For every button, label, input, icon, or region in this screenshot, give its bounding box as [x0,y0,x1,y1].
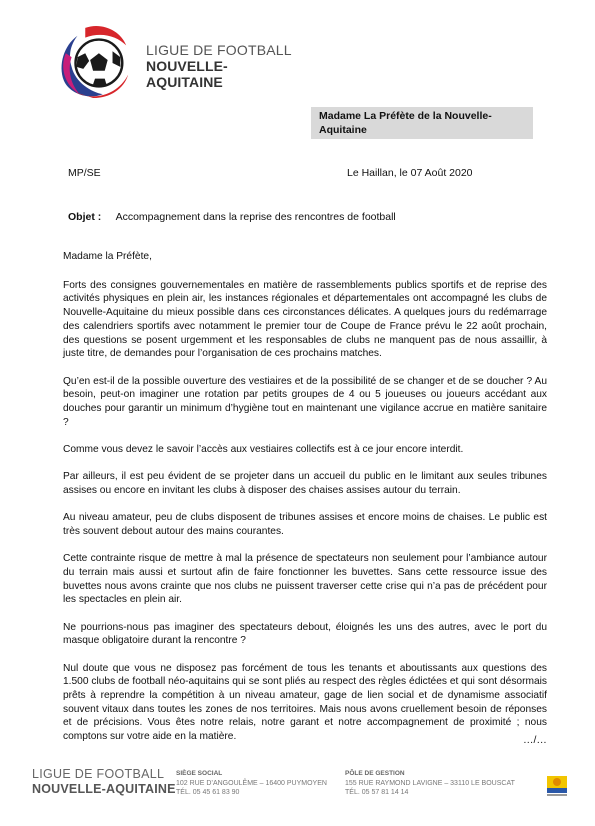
body-paragraph: Cette contrainte risque de mettre à mal la présence de spectateurs non seulement pour l’ambiance autour du terrain mais aussi et surtout afin de faire fonctionner les buvettes. Sans cette ressource issue des buvettes nous avons crainte que nos clubs ne puissent traverser cette crise qui n’a pas de précédent pour les spectacles en plein air. [63,553,547,606]
body-paragraph: Forts des consignes gouvernementales en matière de rassemblements publics sportifs et de reprise des activités physiques en plein air, les instances régionales et départementales ont accompagné les clubs de Nouvelle-Aquitaine du mieux possible dans ces circonstances délicates. A quelques jours du redémarrage des calendriers sportifs avec notamment le premier tour de Coupe de France prévu le 22 août prochain, des questions se posent urgemment et les responsables de clubs ne manquent pas de nous assaillir, à juste titre, de demandes pour l’organisation de ces prochains matches. [63,279,547,360]
head-office-address: 102 RUE D’ANGOULÊME – 16400 PUYMOYEN [176,779,327,787]
league-logo [44,14,294,104]
recipient-line1: Madame La Préfète de la Nouvelle- [319,110,492,122]
league-name-line2: NOUVELLE-AQUITAINE [146,58,228,91]
letter-body [63,250,547,757]
subject-label: Objet : [68,211,102,223]
league-name [146,42,294,90]
management-office-address: 155 RUE RAYMOND LAVIGNE – 33110 LE BOUSCAT [345,779,515,787]
subject-text: Accompagnement dans la reprise des rencontres de football [115,211,396,223]
place-date: Le Haillan, le 07 Août 2020 [347,167,473,179]
body-paragraph: Qu’en est-il de la possible ouverture des vestiaires et de la possibilité de se changer et de se doucher ? Au besoin, peut-on imaginer une rotation par petits groupes de 4 ou 5 joueuses ou joueurs accédant aux douches pour garantir un minimum d’hygiène tout en maintenant une vigilance accrue en matière sanitaire ? [63,375,547,428]
body-paragraph: Par ailleurs, il est peu évident de se projeter dans un accueil du public en le limitant aux seules tribunes assises ou encore en invitant les clubs à disposer des chaises assises autour du terrain. [63,471,547,496]
head-office-phone: TÉL. 05 45 61 83 90 [176,789,240,797]
footer-head-office [176,769,327,798]
continuation-mark: …/… [523,734,547,746]
footer-league-name [32,767,176,797]
football-logo-icon [56,24,134,100]
reference: MP/SE [68,167,101,179]
body-paragraph: Comme vous devez le savoir l’accès aux vestiaires collectifs est à ce jour encore interdit. [63,443,464,455]
body-paragraph: Ne pourrions-nous pas imaginer des spectateurs debout, éloignés les uns des autres, avec le port du masque obligatoire durant la rencontre ? [63,621,547,647]
head-office-title: SIÈGE SOCIAL [176,770,223,777]
subject-line [68,211,396,223]
body-paragraph: Au niveau amateur, peu de clubs disposent de tribunes assises et encore moins de chaises. Le public est très souvent debout autour des mains courantes. [63,512,547,537]
recipient-address [311,107,533,139]
region-emblem-icon [544,772,570,798]
body-paragraph: Nul doute que vous ne disposez pas forcément de tous les tenants et aboutissants aux questions des 1.500 clubs de football néo-aquitains qui se sont pliés au respect des règles édictées et qui sont désormais prêts à reprendre la compétition à un niveau amateur, gage de lien social et de dynamisme associatif souvent vitaux dans toutes les zones de nos territoires. Mais nous avons cruellement besoin de réponses et de précisions. Vous êtes notre relais, notre garant et notre accompagnement de proximité ; nous comptons sur votre aide en la matière. [63,662,547,743]
footer-league-line2: NOUVELLE-AQUITAINE [32,782,176,796]
management-office-title: PÔLE DE GESTION [345,770,405,777]
management-office-phone: TÉL. 05 57 81 14 14 [345,789,409,797]
footer-management-office [345,769,515,798]
salutation: Madame la Préfète, [63,251,152,262]
footer-league-line1: LIGUE DE FOOTBALL [32,767,165,781]
recipient-line2: Aquitaine [319,124,367,136]
league-name-line1: LIGUE DE FOOTBALL [146,42,292,58]
